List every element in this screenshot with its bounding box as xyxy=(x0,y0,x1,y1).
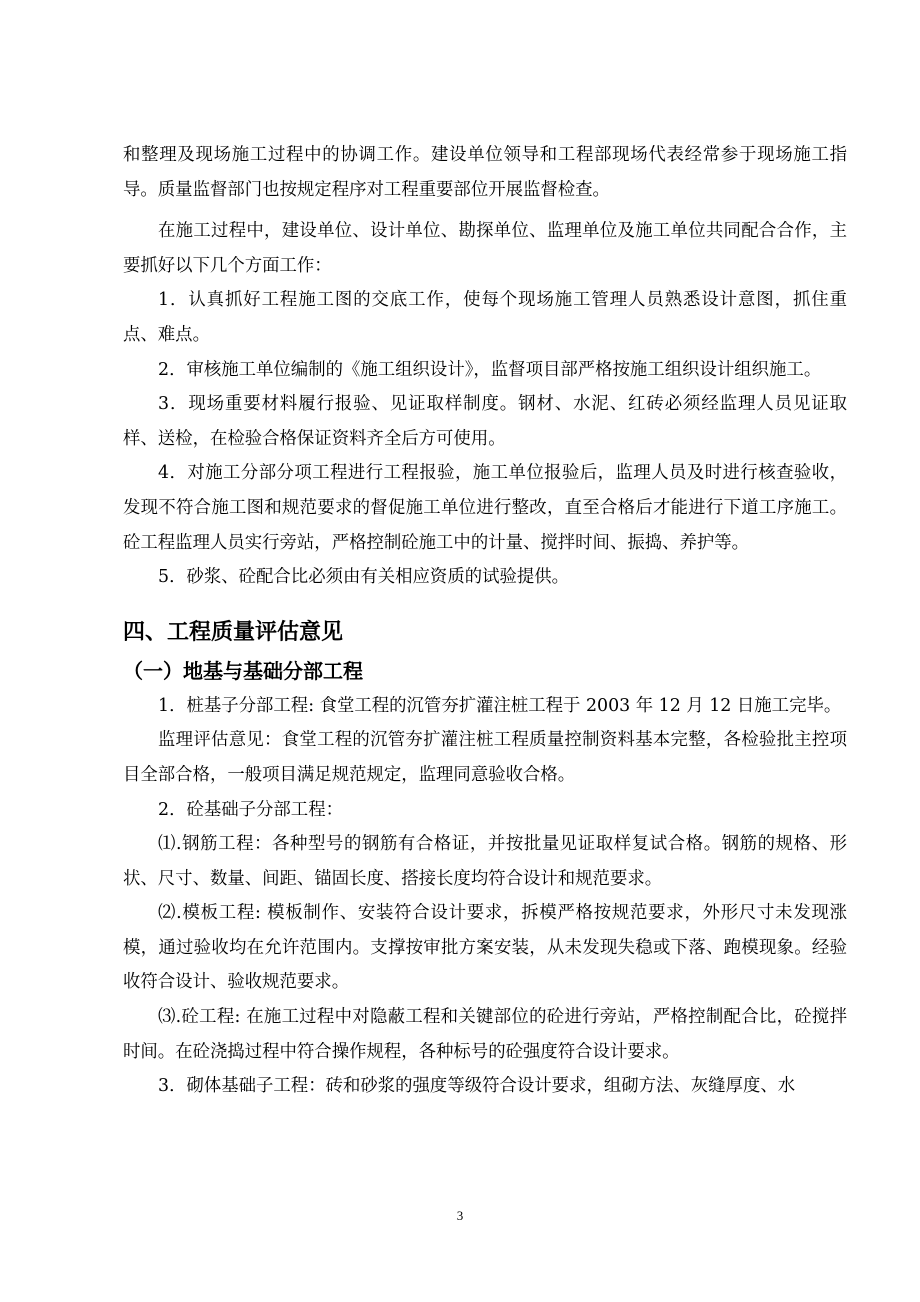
page-content xyxy=(123,138,847,1104)
foundation-item: ⑶.砼工程: 在施工过程中对隐蔽工程和关键部位的砼进行旁站，严格控制配合比，砼搅拌时间。在砼浇捣过程中符合操作规程，各种标号的砼强度符合设计要求。 xyxy=(123,1007,847,1062)
work-item: 5．砂浆、砼配合比必须由有关相应资质的试验提供。 xyxy=(158,567,570,588)
work-item: 1．认真抓好工程施工图的交底工作，使每个现场施工管理人员熟悉设计意图，抓住重点、难点。 xyxy=(123,290,847,345)
cooperation-paragraph: 在施工过程中，建设单位、设计单位、勘探单位、监理单位及施工单位共同配合合作，主要抓好以下几个方面工作： xyxy=(123,221,847,276)
foundation-item: 2．砼基础子分部工程： xyxy=(158,799,343,820)
work-item: 3．现场重要材料履行报验、见证取样制度。钢材、水泥、红砖必须经监理人员见证取样、送检，在检验合格保证资料齐全后方可使用。 xyxy=(123,394,847,449)
foundation-item: ⑵.模板工程: 模板制作、安装符合设计要求，拆模严格按规范要求，外形尺寸未发现涨模，通过验收均在允许范围内。支撑按审批方案安装，从未发现失稳或下落、跑模现象。经验收符合设计、验收规范要求。 xyxy=(123,903,847,993)
section-heading: 四、工程质量评估意见 xyxy=(123,619,344,645)
intro-paragraph: 和整理及现场施工过程中的协调工作。建设单位领导和工程部现场代表经常参于现场施工指导。质量监督部门也按规定程序对工程重要部位开展监督检查。 xyxy=(123,145,847,200)
foundation-item: ⑴.钢筋工程：各种型号的钢筋有合格证，并按批量见证取样复试合格。钢筋的规格、形状、尺寸、数量、间距、锚固长度、搭接长度均符合设计和规范要求。 xyxy=(123,834,847,889)
work-item: 2．审核施工单位编制的《施工组织设计》，监督项目部严格按施工组织设计组织施工。 xyxy=(158,359,822,380)
foundation-item: 监理评估意见：食堂工程的沉管夯扩灌注桩工程质量控制资料基本完整，各检验批主控项目全部合格，一般项目满足规范规定，监理同意验收合格。 xyxy=(123,730,847,785)
foundation-item: 3．砌体基础子工程：砖和砂浆的强度等级符合设计要求，组砌方法、灰缝厚度、水 xyxy=(158,1076,796,1097)
work-item: 4．对施工分部分项工程进行工程报验，施工单位报验后，监理人员及时进行核查验收，发现不符合施工图和规范要求的督促施工单位进行整改，直至合格后才能进行下道工序施工。砼工程监理人员实行旁站，严格控制砼施工中的计量、搅拌时间、振捣、养护等。 xyxy=(123,463,847,553)
foundation-item: 1．桩基子分部工程: 食堂工程的沉管夯扩灌注桩工程于 2003 年 12 月 12 日施工完毕。 xyxy=(158,695,842,716)
subsection-heading: （一）地基与基础分部工程 xyxy=(123,658,363,683)
page-number: 3 xyxy=(456,1208,464,1223)
